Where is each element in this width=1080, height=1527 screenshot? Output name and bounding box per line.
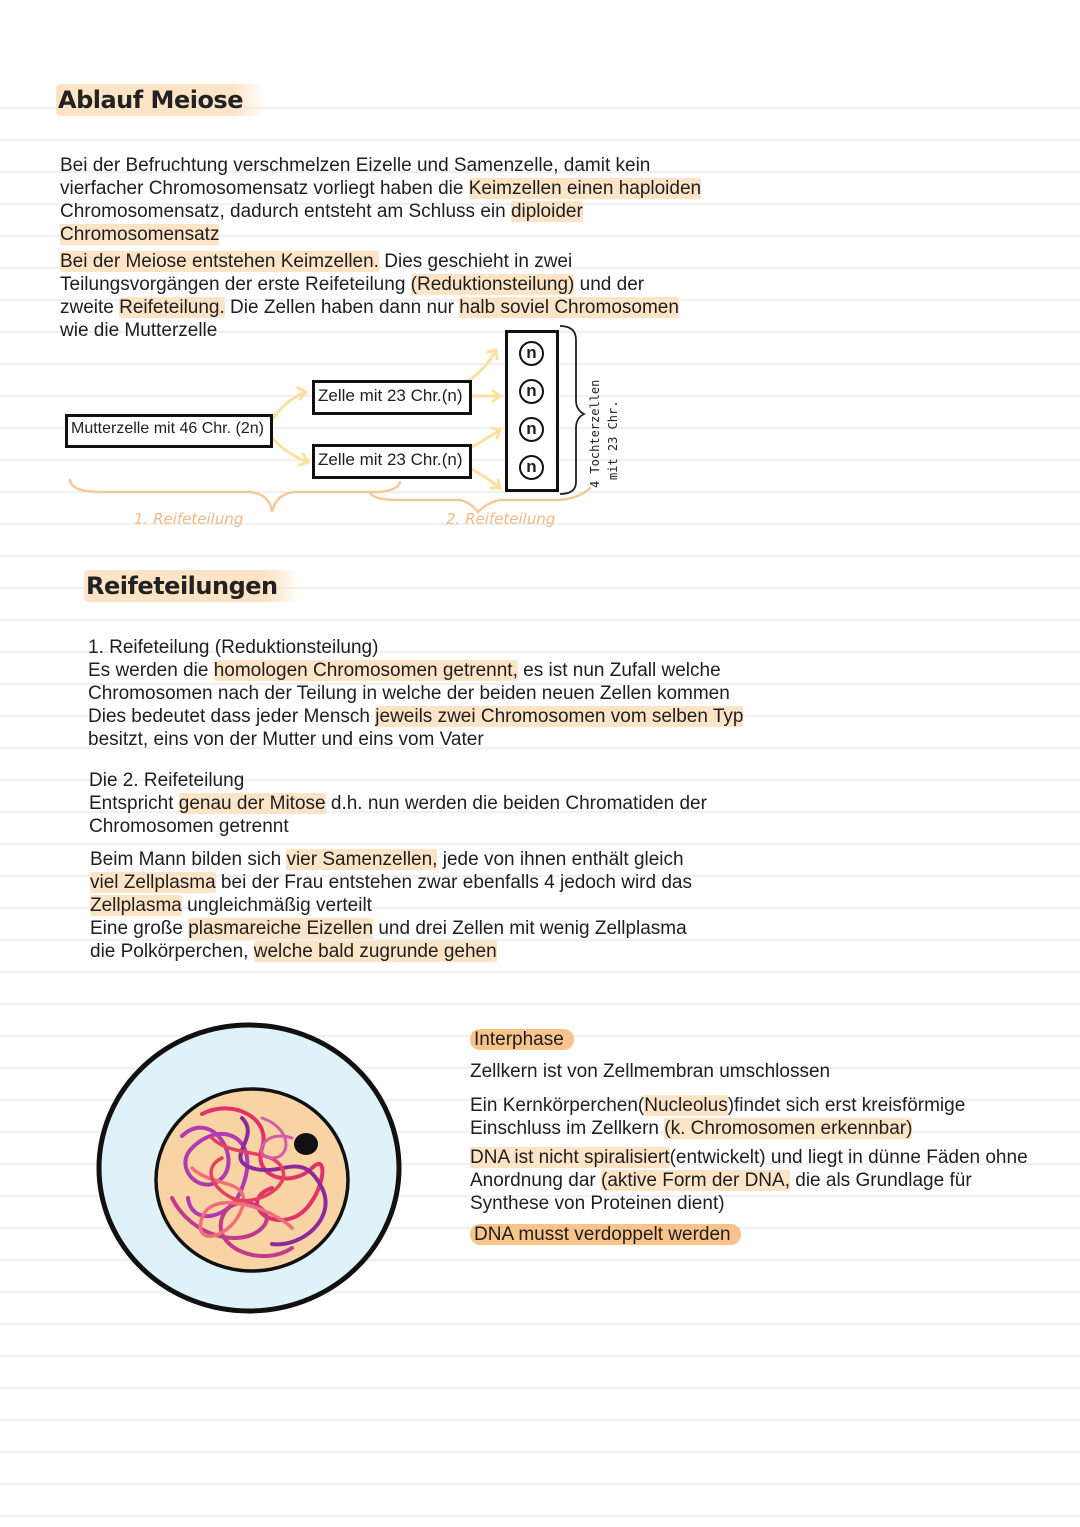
intro-paragraph — [60, 154, 760, 246]
text-line: besitzt, eins von der Mutter und eins vom Vater — [88, 729, 484, 750]
brace-stage1 — [70, 480, 400, 512]
text-line: Synthese von Proteinen dient) — [470, 1193, 725, 1214]
text-line: Einschluss im Zellkern (k. Chromosomen erkennbar) — [470, 1118, 913, 1139]
meiose-paragraph — [60, 250, 760, 342]
gender-paragraph — [90, 848, 810, 963]
text-line: vierfacher Chromosomensatz vorliegt haben die Keimzellen einen haploiden — [60, 178, 702, 199]
nucleolus — [294, 1133, 318, 1155]
reifeteilung-2-paragraph — [89, 769, 809, 838]
text-line: Anordnung dar (aktive Form der DNA, die als Grundlage für — [470, 1170, 972, 1191]
gamete-circle: n — [519, 379, 544, 404]
text-line: Bei der Meiose entstehen Keimzellen. Dies geschieht in zwei — [60, 251, 573, 272]
text-line: Chromosomen nach der Teilung in welche der beiden neuen Zellen kommen — [88, 683, 730, 704]
daughters-label-2: mit 23 Chr. — [606, 400, 620, 480]
text-line: Chromosomen getrennt — [89, 816, 289, 837]
arrow-to-cell2 — [272, 438, 308, 462]
text-line: Bei der Befruchtung verschmelzen Eizelle und Samenzelle, damit kein — [60, 155, 651, 176]
text-line: DNA ist nicht spiralisiert(entwickelt) und liegt in dünne Fäden ohne — [470, 1147, 1028, 1168]
gamete-circle: n — [519, 417, 544, 442]
stage2-label: 2. Reifeteilung — [446, 510, 556, 528]
daughter-cell-box-1: Zelle mit 23 Chr.(n) — [312, 380, 472, 415]
gametes-column — [505, 330, 559, 492]
heading-reifeteilungen: Reifeteilungen — [84, 570, 300, 602]
text-line: die Polkörperchen, welche bald zugrunde gehen — [90, 941, 497, 962]
brace-daughters — [560, 326, 584, 494]
text-line: Chromosomensatz — [60, 224, 220, 245]
text-line: DNA musst verdoppelt werden — [470, 1223, 1070, 1246]
interphase-text — [470, 1028, 1070, 1246]
text-line: Dies bedeutet dass jeder Mensch jeweils zwei Chromosomen vom selben Typ — [88, 706, 744, 727]
text-line: Die 2. Reifeteilung — [89, 770, 245, 791]
daughters-label-1: 4 Tochterzellen — [588, 379, 602, 488]
daughter-cell-box-2: Zelle mit 23 Chr.(n) — [312, 444, 472, 479]
text-line: zweite Reifeteilung. Die Zellen haben dann nur halb soviel Chromosomen — [60, 297, 679, 318]
stage1-label: 1. Reifeteilung — [134, 510, 244, 528]
interphase-title: Interphase — [470, 1028, 1070, 1051]
text-line: wie die Mutterzelle — [60, 320, 218, 341]
arrow-cell2-down — [470, 468, 500, 488]
gamete-circle: n — [519, 341, 544, 366]
text-line: Zellkern ist von Zellmembran umschlossen — [470, 1061, 831, 1082]
text-line: viel Zellplasma bei der Frau entstehen zwar ebenfalls 4 jedoch wird das — [90, 872, 692, 893]
text-line: Beim Mann bilden sich vier Samenzellen, jede von ihnen enthält gleich — [90, 849, 684, 870]
text-line: 1. Reifeteilung (Reduktionsteilung) — [88, 637, 379, 658]
mother-cell-box: Mutterzelle mit 46 Chr. (2n) — [65, 414, 273, 448]
heading-ablauf-meiose: Ablauf Meiose — [56, 84, 265, 116]
arrow-cell1-up — [470, 350, 496, 380]
text-line: Teilungsvorgängen der erste Reifeteilung (Reduktionsteilung) und der — [60, 274, 645, 295]
gamete-circle: n — [519, 455, 544, 480]
reifeteilung-1-paragraph — [88, 636, 808, 751]
text-line: Zellplasma ungleichmäßig verteilt — [90, 895, 372, 916]
arrow-cell2-up — [470, 430, 500, 448]
text-line: Chromosomensatz, dadurch entsteht am Schluss ein diploider — [60, 201, 583, 222]
text-line: Ein Kernkörperchen(Nucleolus)findet sich erst kreisförmige — [470, 1095, 966, 1116]
text-line: Es werden die homologen Chromosomen getrennt, es ist nun Zufall welche — [88, 660, 721, 681]
interphase-cell-drawing — [92, 1018, 406, 1316]
text-line: Entspricht genau der Mitose d.h. nun werden die beiden Chromatiden der — [89, 793, 707, 814]
text-line: Eine große plasmareiche Eizellen und drei Zellen mit wenig Zellplasma — [90, 918, 687, 939]
